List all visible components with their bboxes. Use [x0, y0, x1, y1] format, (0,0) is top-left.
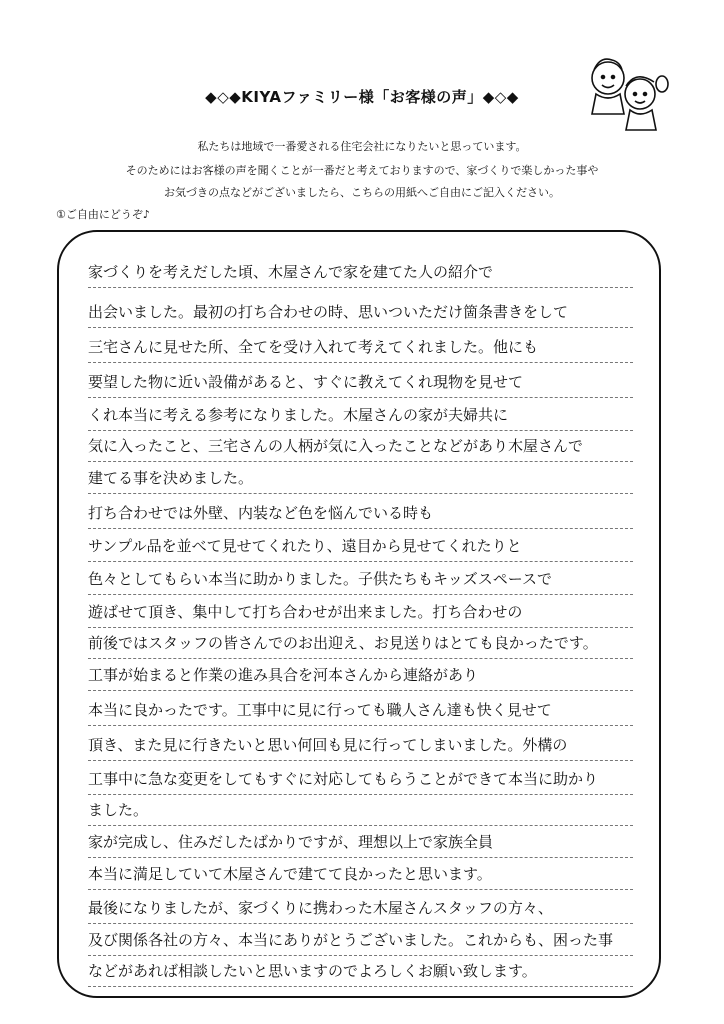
letter-line: ました。 [88, 796, 633, 826]
free-comment-prompt: ①ご自由にどうぞ♪ [56, 208, 150, 221]
letter-line: などがあれば相談したいと思いますのでよろしくお願い致します。 [88, 957, 633, 987]
intro-line-1: 私たちは地域で一番愛される住宅会社になりたいと思っています。 [197, 140, 527, 153]
letter-line: 家が完成し、住みだしたばかりですが、理想以上で家族全員 [88, 828, 633, 858]
letter-line: 三宅さんに見せた所、全てを受け入れて考えてくれました。他にも [88, 333, 633, 363]
letter-line: 気に入ったこと、三宅さんの人柄が気に入ったことなどがあり木屋さんで [88, 432, 633, 462]
letter-line: 要望した物に近い設備があると、すぐに教えてくれ現物を見せて [88, 368, 633, 398]
letter-line: 頂き、また見に行きたいと思い何回も見に行ってしまいました。外構の [88, 731, 633, 761]
letter-line: 遊ばせて頂き、集中して打ち合わせが出来ました。打ち合わせの [88, 598, 633, 628]
letter-line: 及び関係各社の方々、本当にありがとうございました。これからも、困った事 [88, 926, 633, 956]
letter-line: 本当に良かったです。工事中に見に行っても職人さん達も快く見せて [88, 696, 633, 726]
intro-line-3: お気づきの点などがございましたら、こちらの用紙へご自由にご記入ください。 [164, 186, 560, 199]
page-title: ◆◇◆KIYAファミリー様「お客様の声」◆◇◆ [205, 88, 519, 106]
letter-line: 最後になりましたが、家づくりに携わった木屋さんスタッフの方々、 [88, 894, 633, 924]
letter-line: 本当に満足していて木屋さんで建てて良かったと思います。 [88, 860, 633, 890]
letter-line: 出会いました。最初の打ち合わせの時、思いついただけ箇条書きをして [88, 298, 633, 328]
letter-line: 家づくりを考えだした頃、木屋さんで家を建てた人の紹介で [88, 258, 633, 288]
letter-line: 工事中に急な変更をしてもすぐに対応してもらうことができて本当に助かり [88, 765, 633, 795]
letter-line: 建てる事を決めました。 [88, 464, 633, 494]
letter-line: 打ち合わせでは外壁、内装など色を悩んでいる時も [88, 499, 633, 529]
children-illustration [578, 50, 670, 134]
letter-line: くれ本当に考える参考になりました。木屋さんの家が夫婦共に [88, 401, 633, 431]
letter-line: 色々としてもらい本当に助かりました。子供たちもキッズスペースで [88, 565, 633, 595]
intro-line-2: そのためにはお客様の声を聞くことが一番だと考えておりますので、家づくりで楽しかった事や [125, 164, 599, 177]
letter-line: 工事が始まると作業の進み具合を河本さんから連絡があり [88, 661, 633, 691]
letter-line: 前後ではスタッフの皆さんでのお出迎え、お見送りはとても良かったです。 [88, 629, 633, 659]
letter-line: サンプル品を並べて見せてくれたり、遠目から見せてくれたりと [88, 532, 633, 562]
